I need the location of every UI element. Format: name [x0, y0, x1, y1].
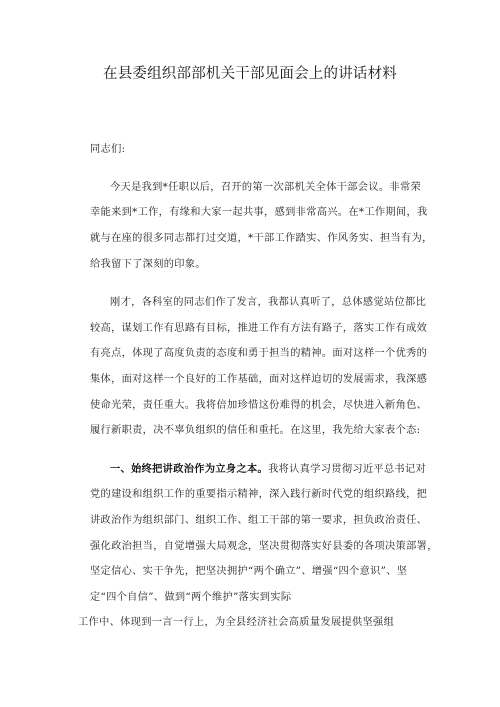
paragraph3-line: 坚定信心、实干争先，把坚决拥护“两个确立”、增强“四个意识”、坚 [90, 566, 408, 577]
paragraph2-line: 有亮点，体现了高度负责的态度和勇于担当的精神。面对这样一个优秀的 [90, 348, 428, 359]
paragraph3-line: 讲政治作为组织部门、组织工作、组工干部的第一要求，担负政治责任、 [90, 515, 428, 526]
greeting: 同志们: [90, 144, 126, 155]
paragraph3-line-rest: 我将认真学习贯彻习近平总书记对 [268, 464, 427, 475]
paragraph1-line: 就与在座的很多同志都打过交道，*干部工作踏实、作风务实、担当有为， [90, 233, 433, 244]
paragraph2-line: 履行新职责，决不辜负组织的信任和重托。在这里，我先给大家表个态: [90, 425, 421, 436]
paragraph3-line: 党的建设和组织工作的重要指示精神，深入践行新时代党的组织路线，把 [90, 489, 428, 500]
document-title: 在县委组织部部机关干部见面会上的讲话材料 [103, 66, 397, 82]
paragraph3-line: 工作中、体现到一言一行上，为全县经济社会高质量发展提供坚强组 [78, 617, 395, 628]
paragraph1-line: 给我留下了深刻的印象。 [90, 259, 206, 270]
paragraph2-line: 较高，谋划工作有思路有目标，推进工作有方法有路子，落实工作有成效 [90, 323, 428, 334]
paragraph1-line: 幸能来到*工作，有缘和大家一起共事，感到非常高兴。在*工作期间，我 [90, 207, 428, 218]
section-heading: 一、始终把讲政治作为立身之本。 [110, 464, 269, 475]
paragraph2-line: 使命光荣，责任重大。我将倍加珍惜这份难得的机会，尽快进入新角色、 [90, 400, 428, 411]
paragraph1-line: 今天是我到*任职以后，召开的第一次部机关全体干部会议。非常荣 [110, 182, 422, 193]
paragraph3-line: 定“四个自信”、做到“两个维护”落实到实际 [90, 592, 292, 603]
paragraph3-line: 强化政治担当，自觉增强大局观念，坚决贯彻落实好县委的各项决策部署， [90, 541, 438, 552]
paragraph3-first-line [110, 463, 426, 477]
paragraph2-line: 刚才，各科室的同志们作了发言，我都认真听了，总体感觉站位都比 [110, 297, 427, 308]
paragraph2-line: 集体，面对这样一个良好的工作基础，面对这样迫切的发展需求，我深感 [90, 374, 428, 385]
